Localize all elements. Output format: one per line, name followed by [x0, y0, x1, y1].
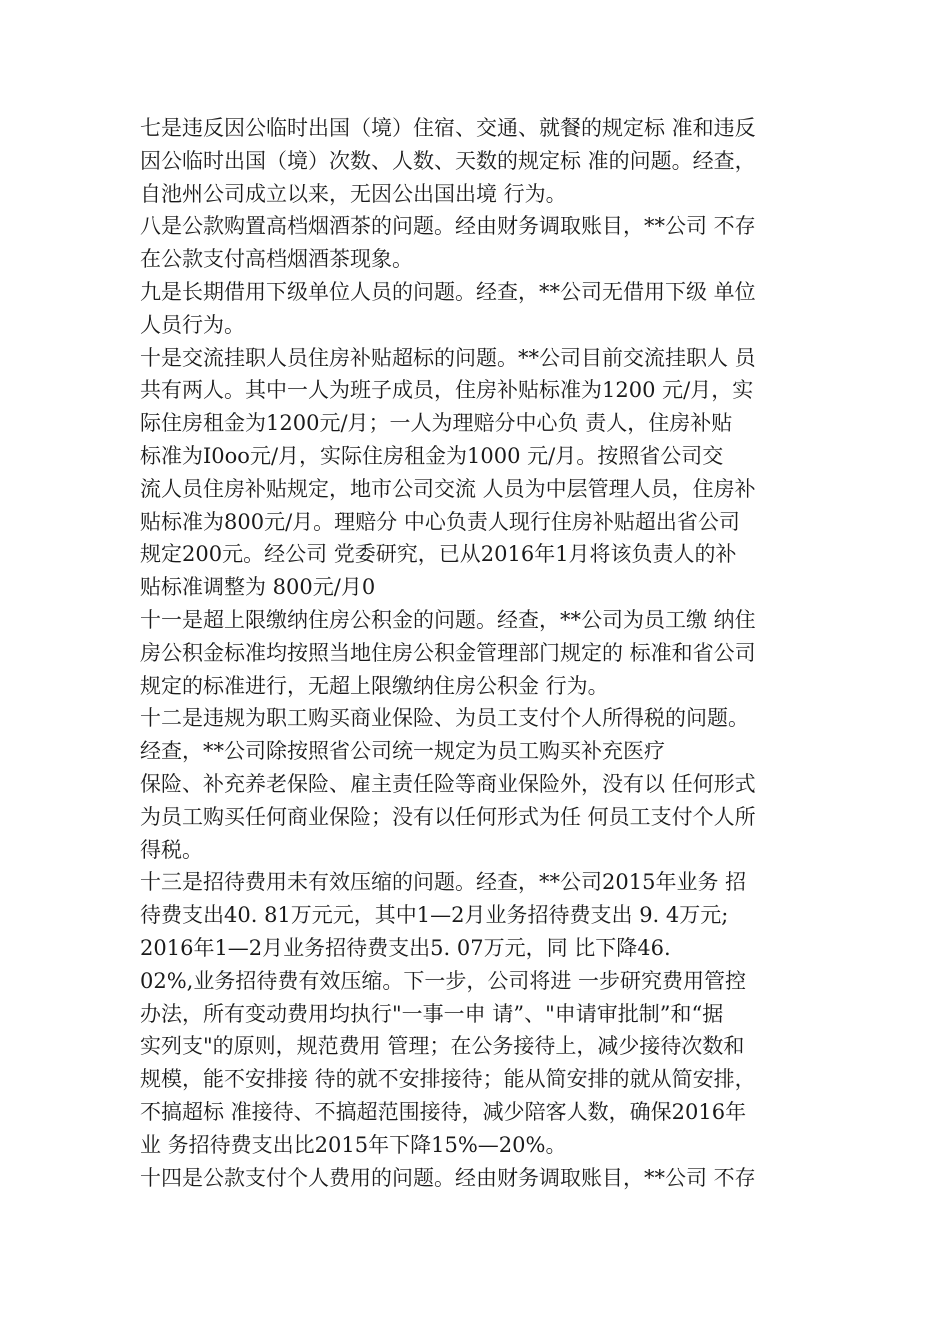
text-line: 十是交流挂职人员住房补贴超标的问题。**公司目前交流挂职人 员 — [140, 345, 756, 370]
text-line: 共有两人。其中一人为班子成员，住房补贴标准为1200 元/月，实 — [140, 378, 754, 403]
text-line: 因公临时出国（境）次数、人数、天数的规定标 准的问题。经查， — [140, 148, 756, 173]
text-line: 待费支出40. 81万元元，其中1—2月业务招待费支出 9. 4万元; — [140, 903, 729, 928]
text-line: 十一是超上限缴纳住房公积金的问题。经查，**公司为员工缴 纳住 — [140, 607, 756, 632]
text-line: 八是公款购置高档烟酒茶的问题。经由财务调取账目，**公司 不存 — [140, 214, 756, 239]
text-line: 实列支"的原则，规范费用 管理；在公务接待上，减少接待次数和 — [140, 1034, 745, 1059]
text-line: 不搞超标 准接待、不搞超范围接待，减少陪客人数，确保2016年 — [140, 1099, 747, 1124]
text-line: 贴标准为800元/月。理赔分 中心负责人现行住房补贴超出省公司 — [140, 509, 740, 534]
text-line: 业 务招待费支出比2015年下降15%—20%。 — [140, 1132, 567, 1157]
text-line: 在公款支付高档烟酒茶现象。 — [140, 247, 413, 272]
text-line: 七是违反因公临时出国（境）住宿、交通、就餐的规定标 准和违反 — [140, 116, 756, 140]
text-line: 规定200元。经公司 党委研究，已从2016年1月将该负责人的补 — [140, 542, 737, 567]
text-line: 十四是公款支付个人费用的问题。经由财务调取账目，**公司 不存 — [140, 1165, 756, 1190]
text-line: 规定的标准进行，无超上限缴纳住房公积金 行为。 — [140, 673, 609, 698]
text-line: 为员工购买任何商业保险；没有以任何形式为任 何员工支付个人所 — [140, 804, 756, 829]
text-line: 九是长期借用下级单位人员的问题。经查，**公司无借用下级 单位 — [140, 279, 756, 304]
text-line: 规模，能不安排接 待的就不安排接待；能从简安排的就从简安排， — [140, 1067, 756, 1092]
text-line: 保险、补充养老保险、雇主责任险等商业保险外，没有以 任何形式 — [140, 771, 756, 796]
text-line: 02%,业务招待费有效压缩。下一步，公司将进 一步研究费用管控 — [140, 968, 747, 993]
text-line: 自池州公司成立以来，无因公出国出境 行为。 — [140, 181, 567, 206]
text-line: 流人员住房补贴规定，地市公司交流 人员为中层管理人员，住房补 — [140, 476, 756, 501]
text-line: 标准为I0oo元/月，实际住房租金为1000 元/月。按照省公司交 — [140, 443, 724, 468]
text-line: 人员行为。 — [140, 312, 245, 337]
text-line: 十二是违规为职工购买商业保险、为员工支付个人所得税的问题。 — [140, 706, 749, 731]
text-line: 际住房租金为1200元/月；一人为理赔分中心负 责人，住房补贴 — [140, 411, 733, 436]
text-line: 贴标准调整为 800元/月0 — [140, 575, 376, 600]
document-body — [140, 112, 820, 1194]
text-line: 经查，**公司除按照省公司统一规定为员工购买补充医疗 — [140, 739, 665, 764]
text-line: 2016年1—2月业务招待费支出5. 07万元，同 比下降46. — [140, 935, 671, 960]
text-line: 房公积金标准均按照当地住房公积金管理部门规定的 标准和省公司 — [140, 640, 756, 665]
text-line: 十三是招待费用未有效压缩的问题。经查，**公司2015年业务 招 — [140, 870, 747, 895]
text-line: 办法，所有变动费用均执行"一事一申 请”、"申请审批制”和“据 — [140, 1001, 724, 1026]
text-line: 得税。 — [140, 837, 203, 862]
